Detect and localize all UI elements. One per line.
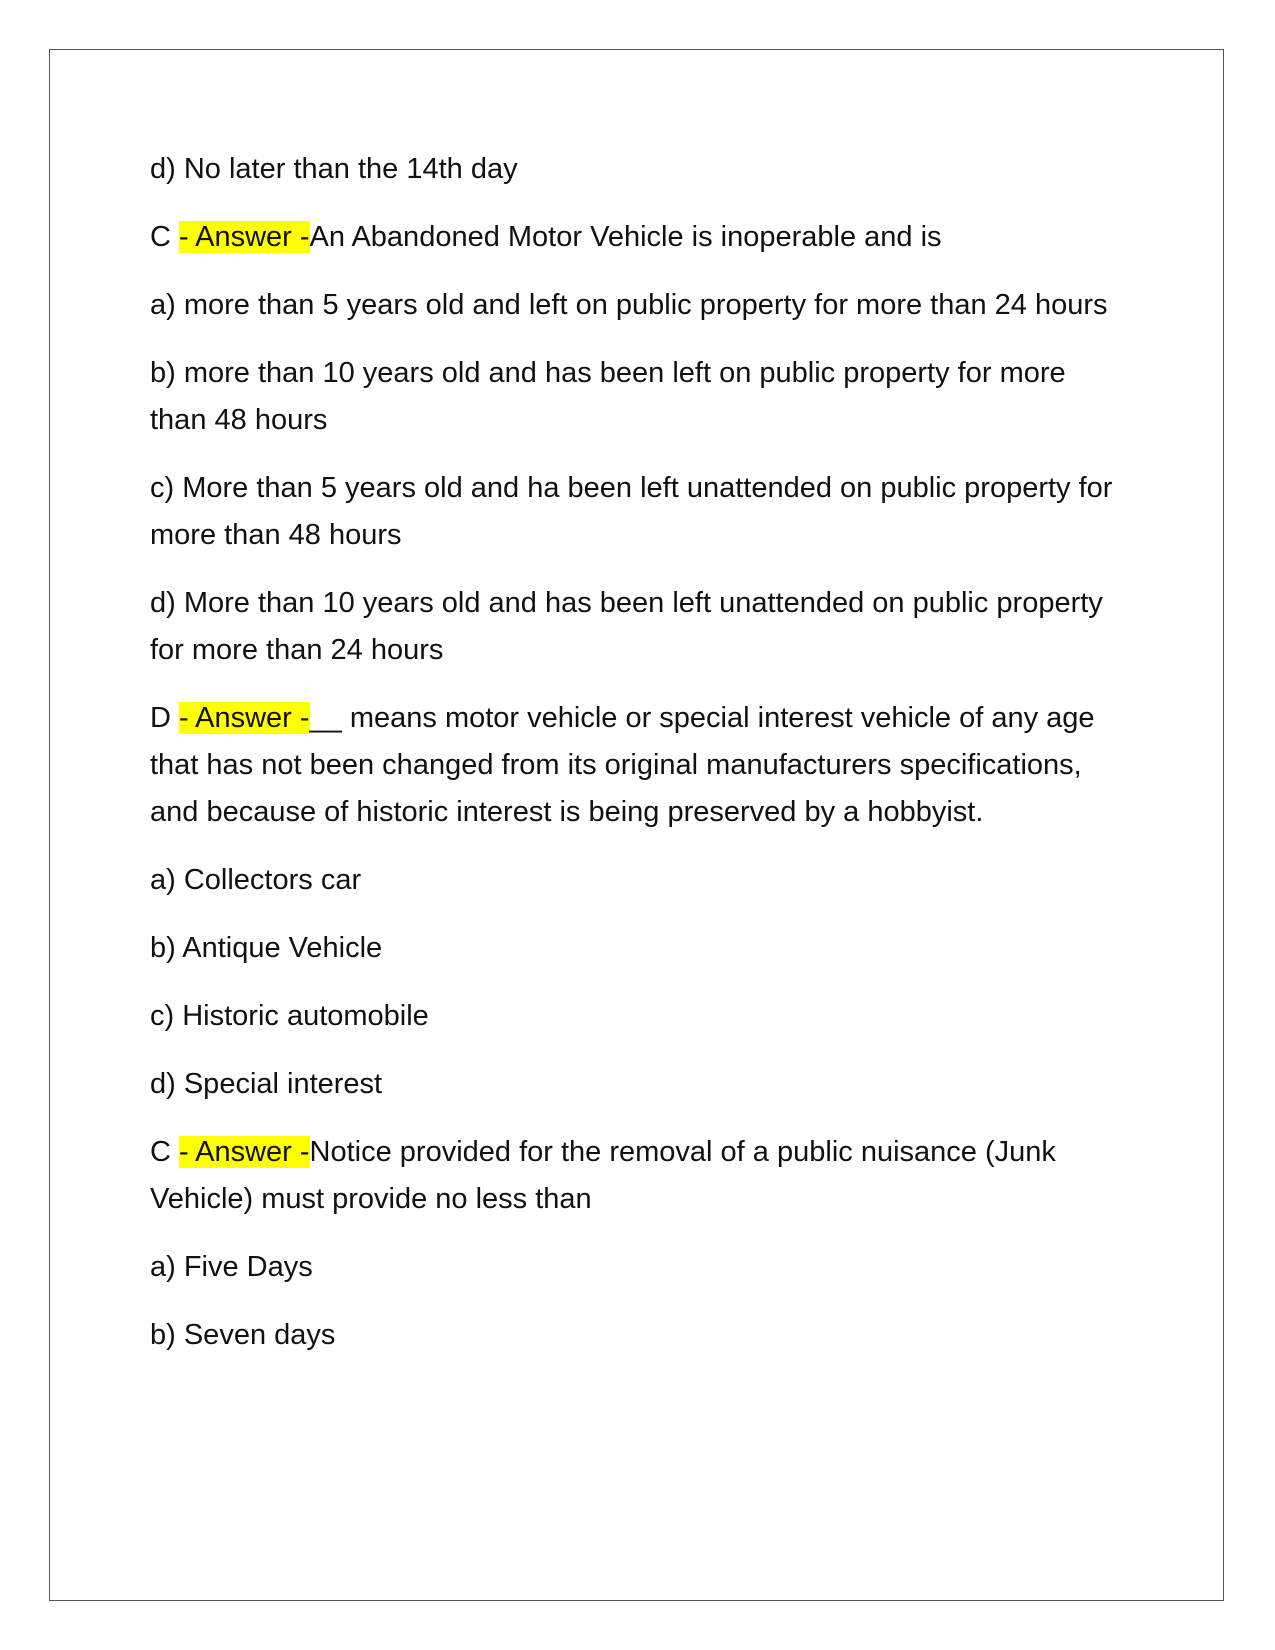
option-c: c) More than 5 years old and ha been left unattended on public property for more than 48 hours [150, 472, 1113, 551]
answer-highlight: - Answer - [179, 1136, 310, 1168]
option-d-14th-day: d) No later than the 14th day [150, 153, 518, 185]
question-text: Notice provided for the removal of a public nuisance (Junk Vehicle) must provide no less than [150, 1136, 1056, 1215]
question-text: __ means motor vehicle or special interest vehicle of any age that has not been changed from its original manufacturers specifications, and because of historic interest is being preserved by a hobbyist. [150, 702, 1095, 828]
answer-letter: C [150, 221, 179, 253]
answer-letter: D [150, 702, 179, 734]
question-junk-vehicle-notice [150, 1129, 1130, 1223]
option-b: b) more than 10 years old and has been left on public property for more than 48 hours [150, 357, 1066, 436]
document-body [150, 146, 1130, 1380]
question-antique-vehicle [150, 695, 1130, 836]
question-text: An Abandoned Motor Vehicle is inoperable and is [309, 221, 942, 253]
option-a: a) Five Days [150, 1251, 313, 1283]
answer-highlight: - Answer - [179, 702, 310, 734]
option-c: c) Historic automobile [150, 1000, 429, 1032]
answer-letter: C [150, 1136, 179, 1168]
option-a: a) more than 5 years old and left on public property for more than 24 hours [150, 289, 1108, 321]
option-d: d) More than 10 years old and has been left unattended on public property for more than 24 hours [150, 587, 1103, 666]
option-b: b) Antique Vehicle [150, 932, 383, 964]
option-b: b) Seven days [150, 1319, 336, 1351]
question-abandoned-vehicle [150, 214, 1130, 261]
option-d: d) Special interest [150, 1068, 383, 1100]
answer-highlight: - Answer - [179, 221, 310, 253]
option-a: a) Collectors car [150, 864, 362, 896]
